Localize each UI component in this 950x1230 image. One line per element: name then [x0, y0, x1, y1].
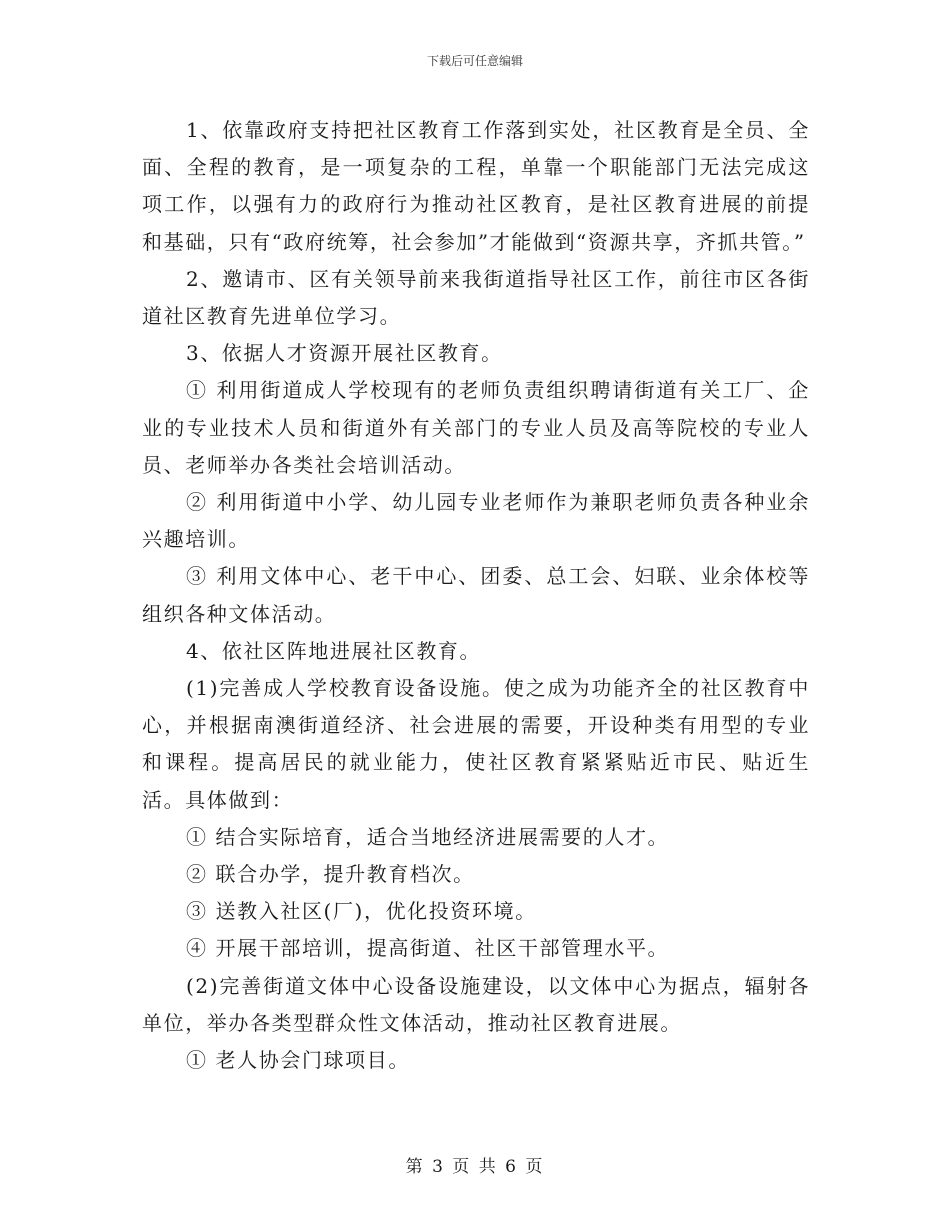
- paragraph-3-item-1: ① 利用街道成人学校现有的老师负责组织聘请街道有关工厂、企业的专业技术人员和街道外有关部门的专业人员及高等院校的专业人员、老师举办各类社会培训活动。: [142, 378, 810, 477]
- page-footer: 第 3 页 共 6 页: [405, 1157, 545, 1177]
- paragraph-4-sub-1-item-2: ② 联合办学，提升教育档次。: [186, 862, 475, 887]
- paragraph-1: 1、依靠政府支持把社区教育工作落到实处，社区教育是全员、全面、全程的教育，是一项复杂的工程，单靠一个职能部门无法完成这项工作，以强有力的政府行为推动社区教育，是社区教育进展的前提和基础，只有“政府统筹，社会参加”才能做到“资源共享，齐抓共管。”: [142, 118, 810, 254]
- paragraph-4-sub-2-item-1: ① 老人协会门球项目。: [186, 1048, 410, 1073]
- page-header: 下载后可任意编辑: [426, 54, 523, 68]
- paragraph-3-item-2: ② 利用街道中小学、幼儿园专业老师作为兼职老师负责各种业余兴趣培训。: [142, 490, 810, 552]
- paragraph-2: 2、邀请市、区有关领导前来我街道指导社区工作，前往市区各街道社区教育先进单位学习。: [142, 266, 810, 329]
- document-body: [142, 112, 810, 1079]
- paragraph-4: 4、依社区阵地进展社区教育。: [186, 638, 482, 663]
- paragraph-3: 3、依据人才资源开展社区教育。: [186, 341, 503, 366]
- paragraph-4-sub-2: (2)完善街道文体中心设备设施建设，以文体中心为据点，辐射各单位，举办各类型群众性文体活动，推动社区教育进展。: [142, 973, 810, 1035]
- paragraph-4-sub-1: (1)完善成人学校教育设备设施。使之成为功能齐全的社区教育中心，并根据南澳街道经济、社会进展的需要，开设种类有用型的专业和课程。提高居民的就业能力，使社区教育紧紧贴近市民、贴近生活。具体做到：: [142, 676, 810, 812]
- paragraph-4-sub-1-item-1: ① 结合实际培育，适合当地经济进展需要的人才。: [186, 824, 670, 849]
- paragraph-4-sub-1-item-4: ④ 开展干部培训，提高街道、社区干部管理水平。: [186, 936, 670, 961]
- paragraph-4-sub-1-item-3: ③ 送教入社区(厂)，优化投资环境。: [186, 899, 537, 924]
- paragraph-3-item-3: ③ 利用文体中心、老干中心、团委、总工会、妇联、业余体校等组织各种文体活动。: [142, 564, 810, 626]
